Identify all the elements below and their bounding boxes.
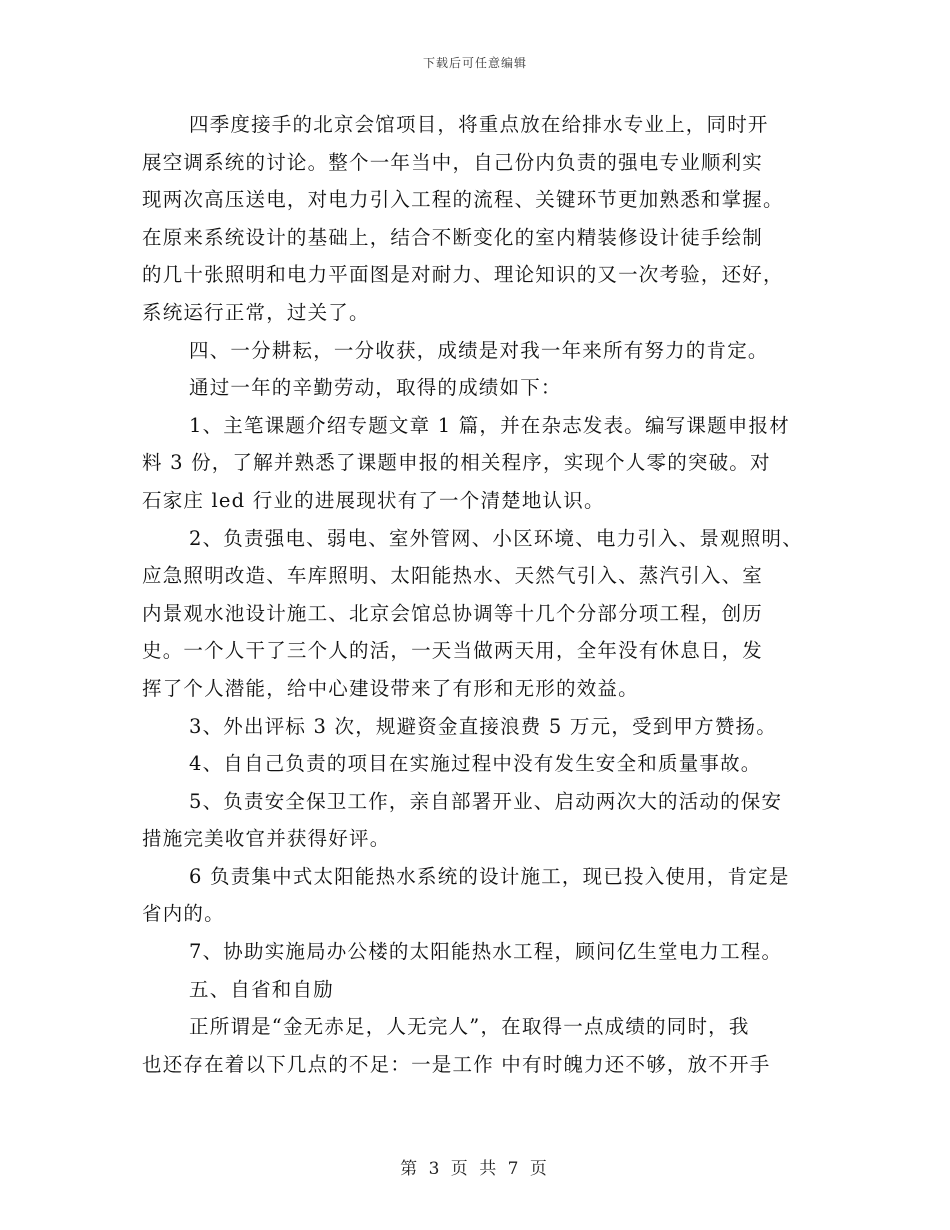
page-footer: 第 3 页 共 7 页 (400, 1159, 550, 1179)
text-line: 4、自自己负责的项目在实施过程中没有发生安全和质量事故。 (189, 752, 762, 776)
text-line: 五、自省和自励 (189, 977, 334, 1001)
page-header: 下载后可任意编辑 (422, 56, 527, 70)
text-line: 四季度接手的北京会馆项目，将重点放在给排水专业上，同时开 (189, 113, 769, 136)
text-line: 应急照明改造、车库照明、太阳能热水、天然气引入、蒸汽引入、室 (142, 564, 764, 588)
text-line: 四、一分耕耘，一分收获，成绩是对我一年来所有努力的肯定。 (189, 338, 769, 362)
text-line: 通过一年的辛勤劳动，取得的成绩如下： (189, 376, 562, 400)
text-line: 正所谓是“金无赤足，人无完人”，在取得一点成绩的同时，我 (189, 1015, 750, 1039)
text-line: 内景观水池设计施工、北京会馆总协调等十几个分部分项工程，创历 (142, 601, 764, 625)
text-line: 也还存在着以下几点的不足：一是工作 中有时魄力还不够，放不开手 (142, 1052, 771, 1076)
text-line: 料 3 份，了解并熟悉了课题申报的相关程序，实现个人零的突破。对 (142, 451, 771, 475)
text-line: 措施完美收官并获得好评。 (142, 827, 391, 851)
text-line: 5、负责安全保卫工作，亲自部署开业、启动两次大的活动的保安 (189, 789, 783, 813)
text-line: 石家庄 led 行业的进展现状有了一个清楚地认识。 (142, 488, 605, 512)
text-line: 挥了个人潜能，给中心建设带来了有形和无形的效益。 (142, 676, 639, 700)
text-line: 在原来系统设计的基础上，结合不断变化的室内精装修设计徒手绘制 (142, 225, 764, 249)
text-line: 史。一个人干了三个人的活，一天当做两天用，全年没有休息日，发 (142, 639, 764, 663)
text-line: 展空调系统的讨论。整个一年当中，自己份内负责的强电专业顺利实 (142, 150, 764, 174)
text-line: 的几十张照明和电力平面图是对耐力、理论知识的又一次考验，还好， (142, 263, 784, 287)
text-line: 现两次高压送电，对电力引入工程的流程、关键环节更加熟悉和掌握。 (142, 188, 784, 212)
document-body (142, 106, 822, 1083)
text-line: 1、主笔课题介绍专题文章 1 篇，并在杂志发表。编写课题申报材 (189, 413, 790, 437)
text-line: 省内的。 (142, 902, 225, 926)
text-line: 2、负责强电、弱电、室外管网、小区环境、电力引入、景观照明、 (189, 526, 803, 550)
text-line: 系统运行正常，过关了。 (142, 300, 370, 324)
text-line: 6 负责集中式太阳能热水系统的设计施工，现已投入使用，肯定是 (189, 864, 790, 888)
text-line: 7、协助实施局办公楼的太阳能热水工程，顾问亿生堂电力工程。 (189, 940, 783, 964)
text-line: 3、外出评标 3 次，规避资金直接浪费 5 万元，受到甲方赞扬。 (189, 714, 777, 738)
